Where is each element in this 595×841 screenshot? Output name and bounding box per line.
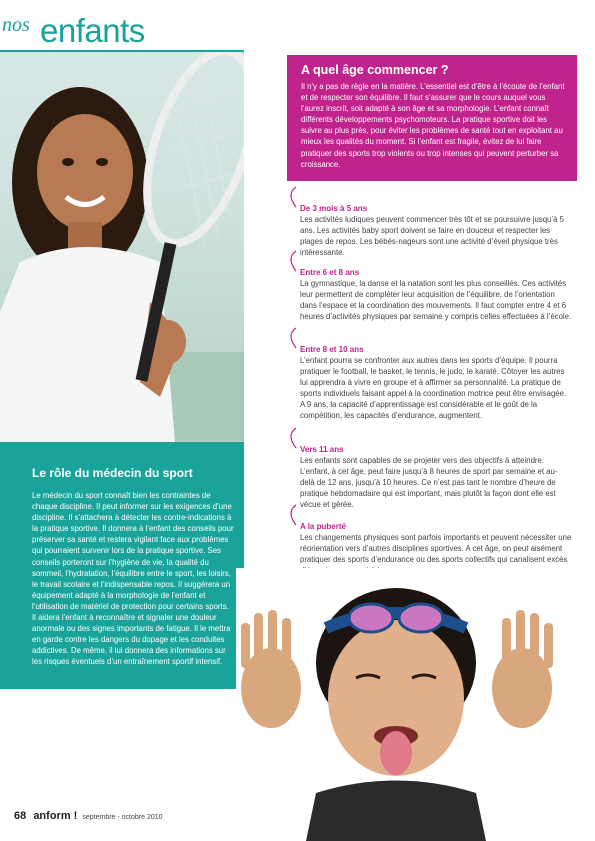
age-section-4 — [300, 444, 572, 510]
photo-girl-goggles — [236, 568, 558, 841]
section-title: enfants — [40, 12, 145, 49]
page-footer — [14, 810, 163, 822]
age-body: L’enfant pourra se confronter aux autres dans les sports d’équipe. Il pourra pratiquer le football, le basket, le tennis, le judo, le karaté. Côtoyer les autres lui apprendra à vivre en groupe et à affirmer sa personnalité. La pratique de sports individuels faisant appel à la coordination motrice peut être envisagée. A 9 ans, la capacité d’apprentissage est considérable et le goût de la compétition, les capacités d’endurance, augmentent. — [300, 356, 567, 421]
section-header — [0, 0, 595, 52]
age-heading: Entre 6 et 8 ans — [300, 268, 360, 277]
photo-girl-tennis — [0, 52, 244, 442]
sidebar-body: Le médecin du sport connaît bien les contraintes de chaque discipline. Il peut informer sur les exigences d’une discipline. Il s’attachera à détecter les contre-indications à la pratique sportive. Il donnera à l’enfant des conseils pour préserver sa santé et restera vigilant face aux problèmes qui pourraient survenir lors de la pratique sportive. Ses conseils porteront sur l’hygiène de vie, la qualité du sommeil, l’hydratation, l’équilibre entre le sport, les loisirs, le travail scolaire et l’indispensable repos. Il suggérera un équipement adapté à la morphologie de l’enfant et l’utilisation de matériel de protection pour certains sports. Il aidera l’enfant à reconnaître et signaler une douleur anormale ou des signes importants de fatigue. Il le mettra en garde contre les dangers du dopage et les conduites addictives. De même, il lui donnera des informations sur les risques éventuels d’un entraînement sportif intensif. — [32, 491, 234, 667]
section-arc-icon — [284, 327, 298, 349]
age-heading: Vers 11 ans — [300, 445, 344, 454]
intro-title: A quel âge commencer ? — [301, 63, 449, 77]
intro-body: Il n’y a pas de règle en la matière. L’essentiel est d’être à l’écoute de l’enfant et de respecter son équilibre. Il faut s’assurer que le cours auquel vous l’aurez inscrit, soit adapté à son âge et sa morphologie. L’enfant connaît différents développements psychomoteurs. La pratique sportive doit les suivre au plus près, pour éviter les problèmes de santé tout en exploitant au mieux les qualités du moment. Si l’enfant est fragile, évitez de lui faire pratiquer des sports trop violents ou trop intenses qui peuvent perturber sa croissance. — [301, 82, 565, 169]
age-section-2 — [300, 267, 572, 322]
age-body: Les activités ludiques peuvent commencer très tôt et se poursuivre jusqu’à 5 ans. Les activités baby sport doivent se faire en douceur et respecter les plages de repos. Les bébés-nageurs sont une activité d’éveil physique très intéressante. — [300, 215, 564, 258]
issue-date: septembre - octobre 2010 — [82, 814, 163, 821]
age-heading: A la puberté — [300, 522, 346, 531]
sidebar-title: Le rôle du médecin du sport — [32, 466, 193, 480]
girl-goggles-illustration — [236, 568, 558, 841]
section-arc-icon — [284, 504, 298, 526]
age-heading: De 3 mois à 5 ans — [300, 204, 368, 213]
page-number: 68 — [14, 810, 27, 822]
age-section-3 — [300, 344, 572, 422]
age-section-1 — [300, 203, 572, 258]
magazine-name: anform ! — [33, 810, 78, 822]
age-body: Les changements physiques sont parfois importants et peuvent nécessiter une réorientation vers d’autres disciplines sportives. A cet âge, on peut aisément pratiquer des sports d’endurance ou des sports collectifs qui canalisent excès — [300, 533, 572, 565]
section-arc-icon — [284, 186, 298, 208]
age-heading: Entre 8 et 10 ans — [300, 345, 364, 354]
age-body: La gymnastique, la danse et la natation sont les plus conseillés. Ces activités leur permettent de compléter leur acquisition de l’équilibre, de l’orientation dans l’espace et la coordination des mouvements. Il faut compter entre 4 et 6 heures d’activités physiques par semaine y compris celles effectuées à l’école. — [300, 279, 572, 322]
section-arc-icon — [284, 250, 298, 272]
girl-tennis-illustration — [0, 52, 244, 442]
age-body: Les enfants sont capables de se projeter vers des objectifs à atteindre. L’enfant, à cet âge, peut faire jusqu’à 8 heures de sport par semaine et au-delà de 12 ans, jusqu’à 10 heures. Ce n’est pas tant le nombre d’heure de pratique hebdomadaire qui est important, mais plutôt la façon dont elle est vécue et gérée. — [300, 456, 558, 510]
section-arc-icon — [284, 427, 298, 449]
section-kicker: nos — [2, 14, 30, 36]
